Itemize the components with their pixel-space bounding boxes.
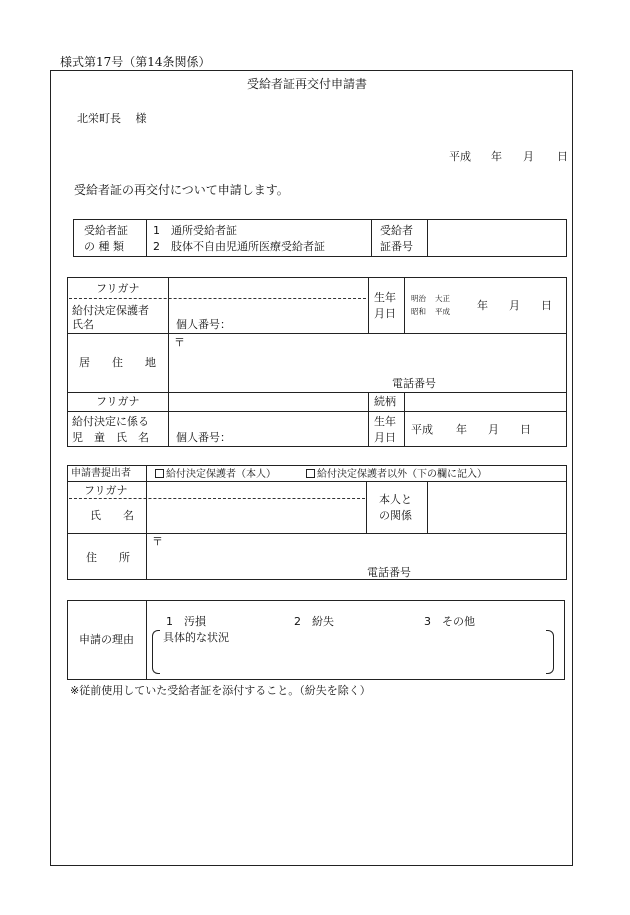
child-relation-field[interactable] bbox=[406, 394, 565, 410]
guardian-birth-label: 生年 bbox=[374, 291, 396, 304]
submitter-option-self-label: 給付決定保護者（本人） bbox=[166, 469, 276, 480]
guardian-furigana-field[interactable] bbox=[170, 279, 366, 297]
guardian-birth-month: 月 bbox=[509, 299, 520, 312]
reason-option-2[interactable]: 2 紛失 bbox=[294, 615, 334, 628]
submitter-option-other[interactable] bbox=[306, 469, 487, 480]
guardian-postal-mark: 〒 bbox=[174, 336, 185, 349]
form-header: 様式第17号（第14条関係） bbox=[60, 55, 211, 69]
submitter-furigana-label: フリガナ bbox=[84, 484, 128, 497]
child-birth-era: 平成 bbox=[411, 423, 433, 436]
child-relation-label: 続柄 bbox=[374, 395, 396, 408]
submitter-address-label: 住 所 bbox=[86, 551, 130, 564]
reason-details-field[interactable] bbox=[162, 646, 544, 672]
certificate-type-label: 受給者証 bbox=[84, 224, 128, 237]
child-furigana-label: フリガナ bbox=[96, 395, 140, 408]
child-personal-number[interactable]: 個人番号： bbox=[176, 431, 231, 444]
certificate-number-field[interactable] bbox=[429, 221, 565, 255]
addressee: 北栄町長 様 bbox=[77, 112, 147, 125]
guardian-personal-number[interactable]: 個人番号： bbox=[176, 318, 231, 331]
guardian-phone-label: 電話番号 bbox=[392, 377, 436, 390]
submitter-option-other-label: 給付決定保護者以外（下の欄に記入） bbox=[317, 469, 487, 480]
form-title: 受給者証再交付申請書 bbox=[247, 77, 368, 91]
guardian-name-label-2: 氏名 bbox=[72, 318, 94, 331]
child-birth-year: 年 bbox=[456, 423, 467, 436]
certificate-number-label: 受給者 bbox=[380, 224, 413, 237]
era-showa[interactable]: 昭和 bbox=[411, 307, 426, 316]
submitter-postal-mark: 〒 bbox=[152, 535, 163, 548]
guardian-birth-day: 日 bbox=[541, 299, 552, 312]
submitter-name-label: 氏 名 bbox=[90, 509, 134, 522]
guardian-birth-label-2: 月日 bbox=[374, 307, 396, 320]
child-furigana-field[interactable] bbox=[170, 394, 366, 410]
reason-details-label: 具体的な状況 bbox=[163, 631, 229, 644]
submitter-relation-field[interactable] bbox=[429, 483, 565, 531]
submitter-furigana-field[interactable] bbox=[148, 483, 364, 497]
submitter-relation-label: 本人と bbox=[379, 493, 412, 506]
reason-label: 申請の理由 bbox=[79, 633, 134, 646]
era-meiji[interactable]: 明治 bbox=[411, 294, 426, 303]
certificate-type-label-2: の 種 類 bbox=[84, 240, 124, 253]
child-birth-day: 日 bbox=[520, 423, 531, 436]
submitter-address-field[interactable] bbox=[166, 535, 564, 563]
submitter-label: 申請書提出者 bbox=[71, 468, 131, 479]
guardian-furigana-label: フリガナ bbox=[96, 282, 140, 295]
reason-option-3[interactable]: 3 その他 bbox=[424, 615, 475, 628]
reason-option-1[interactable]: 1 汚損 bbox=[166, 615, 206, 628]
submitter-phone-label: 電話番号 bbox=[367, 566, 411, 579]
left-bracket-icon bbox=[152, 630, 160, 674]
submitter-relation-label-2: の関係 bbox=[379, 509, 412, 522]
era-taisho[interactable]: 大正 bbox=[435, 294, 450, 303]
certificate-option-1[interactable]: 1 通所受給者証 bbox=[153, 224, 237, 237]
child-birth-month: 月 bbox=[488, 423, 499, 436]
child-name-label: 給付決定に係る bbox=[72, 415, 149, 428]
era-heisei[interactable]: 平成 bbox=[435, 307, 450, 316]
child-name-label-2: 児 童 氏 名 bbox=[72, 431, 149, 444]
submitter-name-field[interactable] bbox=[148, 500, 364, 531]
guardian-name-label: 給付決定保護者 bbox=[72, 304, 149, 317]
checkbox-icon[interactable] bbox=[306, 469, 315, 478]
submitter-option-self[interactable] bbox=[155, 469, 276, 480]
guardian-address-label: 居 住 地 bbox=[79, 356, 156, 369]
guardian-address-field[interactable] bbox=[188, 336, 564, 376]
child-birth-label: 生年 bbox=[374, 415, 396, 428]
footnote: ※従前使用していた受給者証を添付すること。（紛失を除く） bbox=[70, 684, 371, 697]
guardian-birth-year: 年 bbox=[477, 299, 488, 312]
checkbox-icon[interactable] bbox=[155, 469, 164, 478]
right-bracket-icon bbox=[546, 630, 554, 674]
intro-text: 受給者証の再交付について申請します。 bbox=[74, 183, 289, 197]
certificate-option-2[interactable]: 2 肢体不自由児通所医療受給者証 bbox=[153, 240, 325, 253]
certificate-number-label-2: 証番号 bbox=[380, 240, 413, 253]
child-birth-label-2: 月日 bbox=[374, 431, 396, 444]
